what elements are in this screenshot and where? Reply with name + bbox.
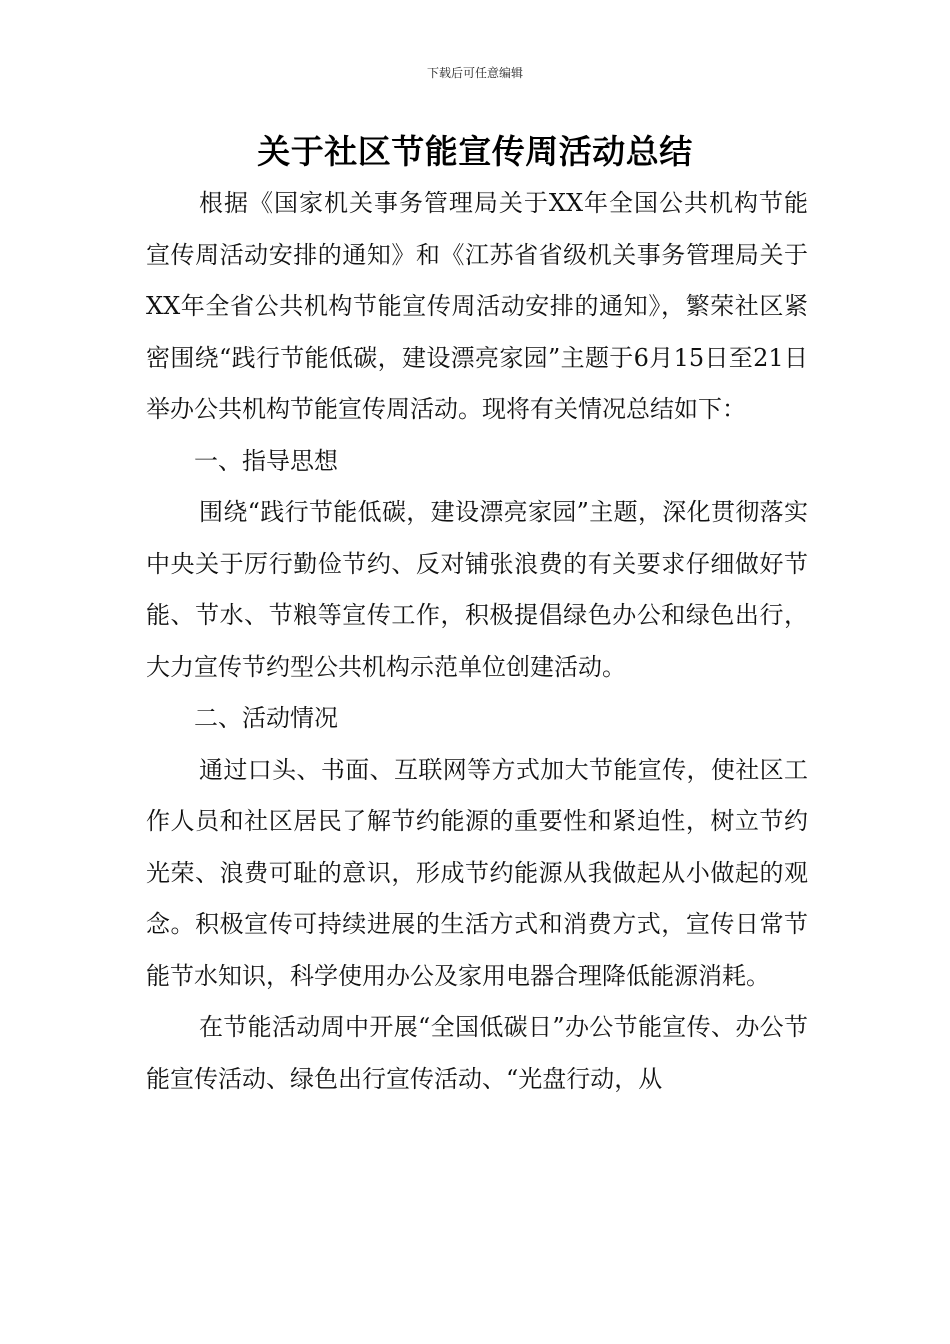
- activities-paragraph-2: 在节能活动周中开展“全国低碳日”办公节能宣传、办公节能宣传活动、绿色出行宣传活动、“光盘行动，从: [146, 1013, 808, 1093]
- document-body: [146, 178, 808, 1105]
- activities-paragraph-1: 通过口头、书面、互联网等方式加大节能宣传，使社区工作人员和社区居民了解节约能源的重要性和紧迫性，树立节约光荣、浪费可耻的意识，形成节约能源从我做起从小做起的观念。积极宣传可持续进展的生活方式和消费方式，宣传日常节能节水知识，科学使用办公及家用电器合理降低能源消耗。: [146, 755, 808, 990]
- intro-paragraph: 根据《国家机关事务管理局关于XX年全国公共机构节能宣传周活动安排的通知》和《江苏省省级机关事务管理局关于XX年全省公共机构节能宣传周活动安排的通知》，繁荣社区紧密围绕“践行节能低碳，建设漂亮家园”主题于6月15日至21日举办公共机构节能宣传周活动。现将有关情况总结如下：: [146, 189, 808, 423]
- page-header-note: 下载后可任意编辑: [426, 66, 523, 80]
- section-heading-activities: 二、活动情况: [194, 704, 338, 732]
- document-title: 关于社区节能宣传周活动总结: [257, 132, 693, 171]
- guiding-ideology-paragraph: 围绕“践行节能低碳，建设漂亮家园”主题，深化贯彻落实中央关于厉行勤俭节约、反对铺张浪费的有关要求仔细做好节能、节水、节粮等宣传工作，积极提倡绿色办公和绿色出行，大力宣传节约型公共机构示范单位创建活动。: [146, 498, 808, 681]
- section-heading-guiding-ideology: 一、指导思想: [194, 446, 338, 475]
